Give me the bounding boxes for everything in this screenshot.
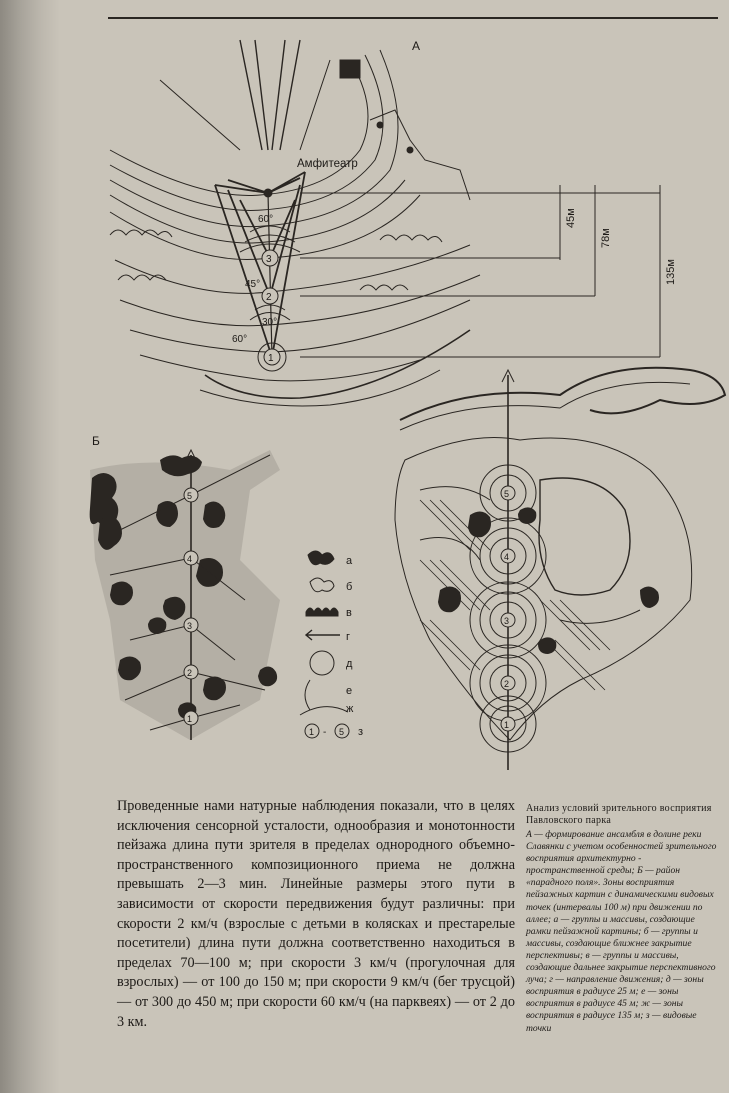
right-viewpoint-2: 2	[504, 679, 510, 689]
legend-key-v: в	[346, 607, 352, 619]
angle-label-1: 60°	[258, 214, 274, 225]
viewpoint-number-2: 2	[266, 292, 272, 303]
legend-range-right: 5	[339, 727, 345, 737]
right-viewpoint-3: 3	[504, 616, 510, 626]
legend-range-sep: -	[323, 727, 327, 738]
panel-right-plan	[395, 368, 725, 770]
legend-range-left: 1	[309, 727, 315, 737]
right-viewpoint-1: 1	[504, 720, 510, 730]
distance-label-135: 135м	[665, 259, 677, 285]
legend-key-b: б	[346, 581, 353, 593]
caption-title: Анализ условий зрительного восприятия Павловского парка	[526, 803, 712, 826]
panel-a-label: А	[412, 39, 421, 53]
figure-caption	[526, 803, 722, 1035]
panel-b-label: Б	[92, 434, 100, 448]
distance-label-78: 78м	[600, 228, 612, 248]
legend-key-d: д	[346, 658, 353, 670]
right-viewpoint-5: 5	[504, 489, 510, 499]
legend-key-g: г	[346, 631, 351, 643]
right-viewpoint-4: 4	[504, 552, 510, 562]
viewpoint-number-1: 1	[268, 353, 274, 364]
caption-body: А — формирование ансамбля в долине реки Славянки с учетом особенностей зрительного восприятия архитектурно - пространственной среды; Б — район «парадного поля». Зоны восприятия пейзажных картин с динамическими видовых точек (интервалы 100 м) при движении по аллее; а — группы и массивы, создающие рамки пейзажной картины; б — группы и массивы, создающие ближнее закрытие перспективы; в — группы и массивы, создающие дальнее закрытие перспективного луча; г — направление движения; д — зоны восприятия в радиусе 25 м; е — зоны восприятия в радиусе 45 м; ж — зоны восприятия в радиусе 135 м; з — видовые точки	[526, 829, 717, 1034]
angle-label-4: 60°	[232, 334, 248, 345]
body-paragraph: Проведенные нами натурные наблюдения показали, что в целях исключения сенсорной усталости, однообразия и монотонности пейзажа длина пути зрителя в пределах однородного объемно-пространственного композиционного приема не должна превышать 2—3 мин. Линейные размеры этого пути в зависимости от скорости передвижения будут различны: при скорости 2 км/ч (взрослые с детьми в колясках и престарелые посетители) длина пути должна соответственно находиться в пределах 70—100 м; при скорости 3 км/ч (прогулочная для взрослых) — от 100 до 150 м; при скорости 9 км/ч (бег трусцой) — от 300 до 450 м; при скорости 60 км/ч (на парквеях) — от 2 до 3 км.	[117, 798, 515, 1030]
legend-key-a: а	[346, 555, 353, 567]
angle-label-3: 30°	[262, 317, 278, 328]
legend-key-zh: ж	[346, 703, 354, 715]
b-viewpoint-2: 2	[187, 668, 193, 678]
viewpoint-number-3: 3	[266, 254, 272, 265]
b-viewpoint-4: 4	[187, 554, 193, 564]
legend-symbols	[300, 551, 349, 738]
distance-label-45: 45м	[565, 208, 577, 228]
b-viewpoint-1: 1	[187, 714, 193, 724]
legend-key-e: е	[346, 685, 353, 697]
angle-label-2: 45°	[245, 279, 261, 290]
amphitheatre-label: Амфитеатр	[297, 158, 358, 170]
b-viewpoint-5: 5	[187, 491, 193, 501]
b-viewpoint-3: 3	[187, 621, 193, 631]
legend-key-z: з	[358, 726, 364, 738]
panel-b-schematic	[90, 450, 280, 740]
panel-a-plan	[110, 40, 660, 406]
